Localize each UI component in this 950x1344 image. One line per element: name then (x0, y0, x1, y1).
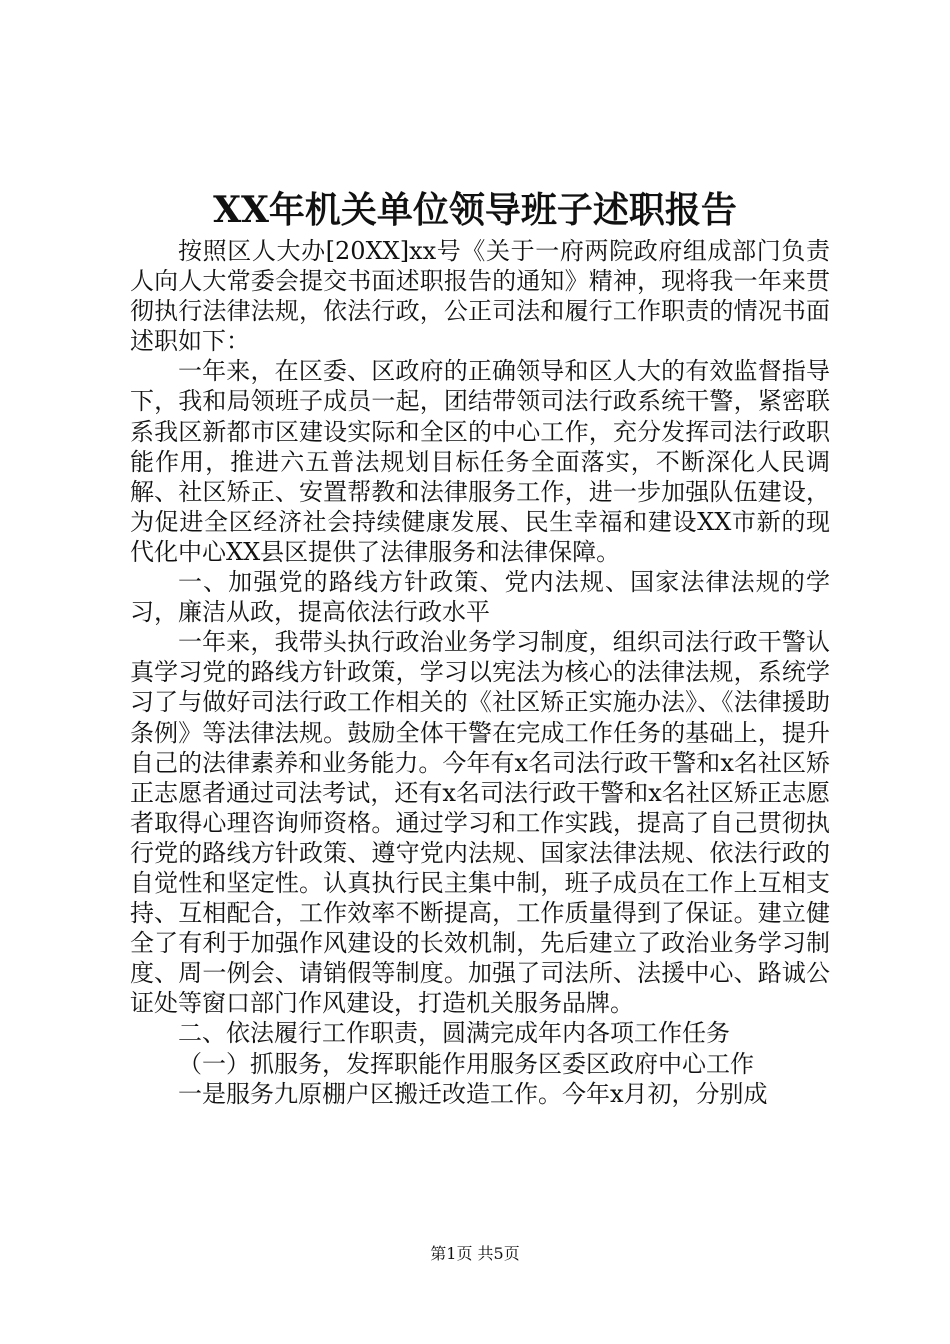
subsection-heading-1: （一）抓服务，发挥职能作用服务区委区政府中心工作 (178, 1049, 754, 1078)
section-heading-2: 二、依法履行工作职责，圆满完成年内各项工作任务 (178, 1019, 730, 1048)
document-body (130, 236, 830, 1109)
paragraph-intro: 按照区人大办[20XX]xx号《关于一府两院政府组成部门负责人向人大常委会提交书面述职报告的通知》精神，现将我一年来贯彻执行法律法规，依法行政，公正司法和履行工作职责的情况书面述职如下： (130, 237, 830, 356)
paragraph-overview: 一年来，在区委、区政府的正确领导和区人大的有效监督指导下，我和局领班子成员一起，团结带领司法行政系统干警，紧密联系我区新都市区建设实际和全区的中心工作，充分发挥司法行政职能作用，推进六五普法规划目标任务全面落实，不断深化人民调解、社区矫正、安置帮教和法律服务工作，进一步加强队伍建设，为促进全区经济社会持续健康发展、民生幸福和建设XX市新的现代化中心XX县区提供了法律服务和法律保障。 (130, 357, 830, 566)
paragraph-service: 一是服务九原棚户区搬迁改造工作。今年x月初，分别成 (178, 1079, 768, 1108)
paragraph-study: 一年来，我带头执行政治业务学习制度，组织司法行政干警认真学习党的路线方针政策，学习以宪法为核心的法律法规，系统学习了与做好司法行政工作相关的《社区矫正实施办法》、《法律援助条例》等法律法规。鼓励全体干警在完成工作任务的基础上，提升自己的法律素养和业务能力。今年有x名司法行政干警和x名社区矫正志愿者通过司法考试，还有x名司法行政干警和x名社区矫正志愿者取得心理咨询师资格。通过学习和工作实践，提高了自己贯彻执行党的路线方针政策、遵守党内法规、国家法律法规、依法行政的自觉性和坚定性。认真执行民主集中制，班子成员在工作上互相支持、互相配合，工作效率不断提高，工作质量得到了保证。建立健全了有利于加强作风建设的长效机制，先后建立了政治业务学习制度、周一例会、请销假等制度。加强了司法所、法援中心、路诚公证处等窗口部门作风建设，打造机关服务品牌。 (130, 628, 830, 1018)
document-title: XX年机关单位领导班子述职报告 (213, 189, 737, 231)
section-heading-1: 一、加强党的路线方针政策、党内法规、国家法律法规的学习，廉洁从政，提高依法行政水平 (130, 568, 830, 627)
page-number-footer: 第1页 共5页 (430, 1244, 520, 1263)
